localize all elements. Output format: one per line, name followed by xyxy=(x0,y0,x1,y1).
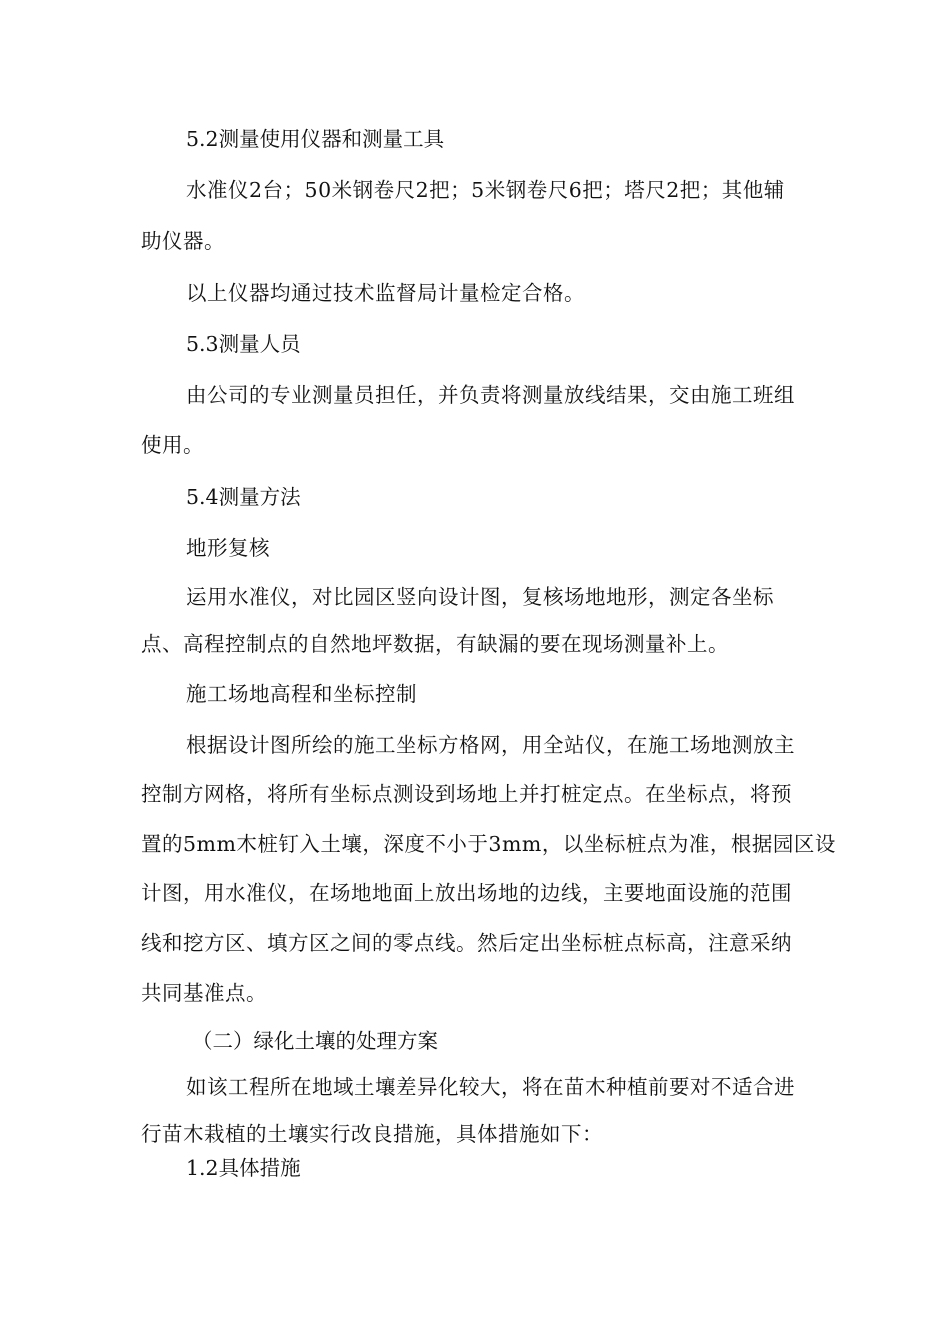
personnel-paragraph-line-2: 使用。 xyxy=(141,433,204,457)
section-5-3-heading: 5.3测量人员 xyxy=(186,332,301,356)
control-paragraph-line-5: 线和挖方区、填方区之间的零点线。然后定出坐标桩点标高，注意采纳 xyxy=(141,931,792,955)
section-2-heading: （二）绿化土壤的处理方案 xyxy=(192,1029,438,1053)
control-paragraph-line-1: 根据设计图所绘的施工坐标方格网，用全站仪，在施工场地测放主 xyxy=(186,733,795,757)
soil-paragraph-line-1: 如该工程所在地域土壤差异化较大，将在苗木种植前要对不适合进 xyxy=(186,1075,795,1099)
terrain-paragraph-line-2: 点、高程控制点的自然地坪数据，有缺漏的要在现场测量补上。 xyxy=(141,632,729,656)
control-paragraph-line-2: 控制方网格，将所有坐标点测设到场地上并打桩定点。在坐标点，将预 xyxy=(141,782,792,806)
instruments-paragraph-line-2: 助仪器。 xyxy=(141,229,225,253)
section-5-4-heading: 5.4测量方法 xyxy=(186,485,301,509)
terrain-check-heading: 地形复核 xyxy=(186,536,270,560)
calibration-paragraph: 以上仪器均通过技术监督局计量检定合格。 xyxy=(186,281,585,305)
personnel-paragraph-line-1: 由公司的专业测量员担任，并负责将测量放线结果，交由施工班组 xyxy=(186,383,795,407)
section-1-2-heading: 1.2具体措施 xyxy=(186,1156,301,1180)
control-paragraph-line-4: 计图，用水准仪，在场地地面上放出场地的边线，主要地面设施的范围 xyxy=(141,881,792,905)
elevation-control-heading: 施工场地高程和坐标控制 xyxy=(186,682,417,706)
soil-paragraph-line-2: 行苗木栽植的土壤实行改良措施，具体措施如下： xyxy=(141,1122,603,1146)
terrain-paragraph-line-1: 运用水准仪，对比园区竖向设计图，复核场地地形，测定各坐标 xyxy=(186,585,774,609)
instruments-paragraph-line-1: 水准仪2台；50米钢卷尺2把；5米钢卷尺6把；塔尺2把；其他辅 xyxy=(186,178,785,202)
control-paragraph-line-6: 共同基准点。 xyxy=(141,981,267,1005)
section-5-2-heading: 5.2测量使用仪器和测量工具 xyxy=(186,127,445,151)
control-paragraph-line-3: 置的5mm木桩钉入土壤，深度不小于3mm，以坐标桩点为准，根据园区设 xyxy=(141,832,836,856)
